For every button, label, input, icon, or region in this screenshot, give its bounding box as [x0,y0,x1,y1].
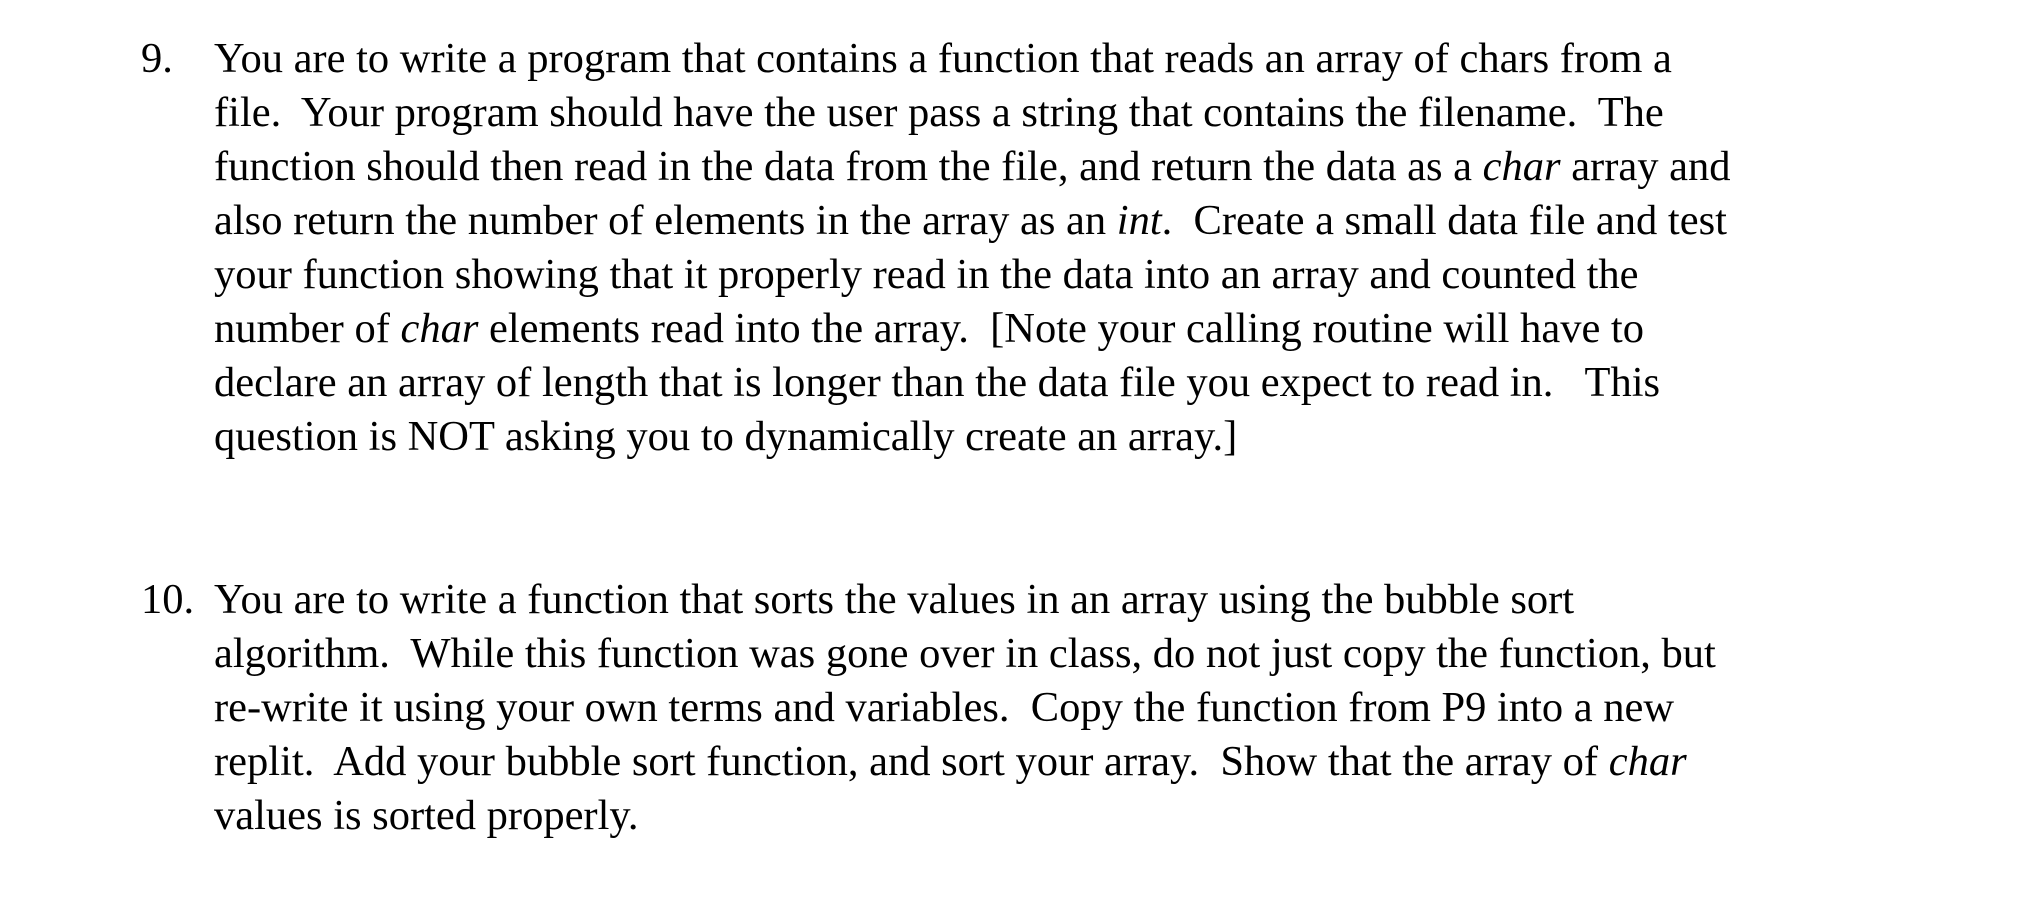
text-line: You are to write a program that contains a function that reads an array of chars from a [214,35,1672,82]
question-9 [141,32,1921,464]
text-line: algorithm. While this function was gone over in class, do not just copy the function, but [214,630,1716,677]
italic-term: char [1608,738,1687,785]
question-text [214,32,1921,464]
italic-term: int [1116,197,1162,244]
text-line: also return the number of elements in the array as an int. Create a small data file and test [214,197,1727,244]
italic-term: char [1482,143,1561,190]
text-line: function should then read in the data from the file, and return the data as a char array and [214,143,1731,190]
text-line: file. Your program should have the user pass a string that contains the filename. The [214,89,1664,136]
text-line: question is NOT asking you to dynamically create an array.] [214,413,1238,460]
text-line: values is sorted properly. [214,792,639,839]
italic-term: char [400,305,479,352]
text-line: You are to write a function that sorts the values in an array using the bubble sort [214,576,1575,623]
text-line: your function showing that it properly read in the data into an array and counted the [214,251,1639,298]
question-number: 10. [141,576,195,623]
question-text [214,573,1921,843]
question-10 [141,573,1921,843]
question-number: 9. [141,35,173,82]
text-line: number of char elements read into the array. [Note your calling routine will have to [214,305,1644,352]
text-line: declare an array of length that is longer than the data file you expect to read in. This [214,359,1661,406]
text-line: re-write it using your own terms and variables. Copy the function from P9 into a new [214,684,1675,731]
text-line: replit. Add your bubble sort function, and sort your array. Show that the array of char [214,738,1687,785]
